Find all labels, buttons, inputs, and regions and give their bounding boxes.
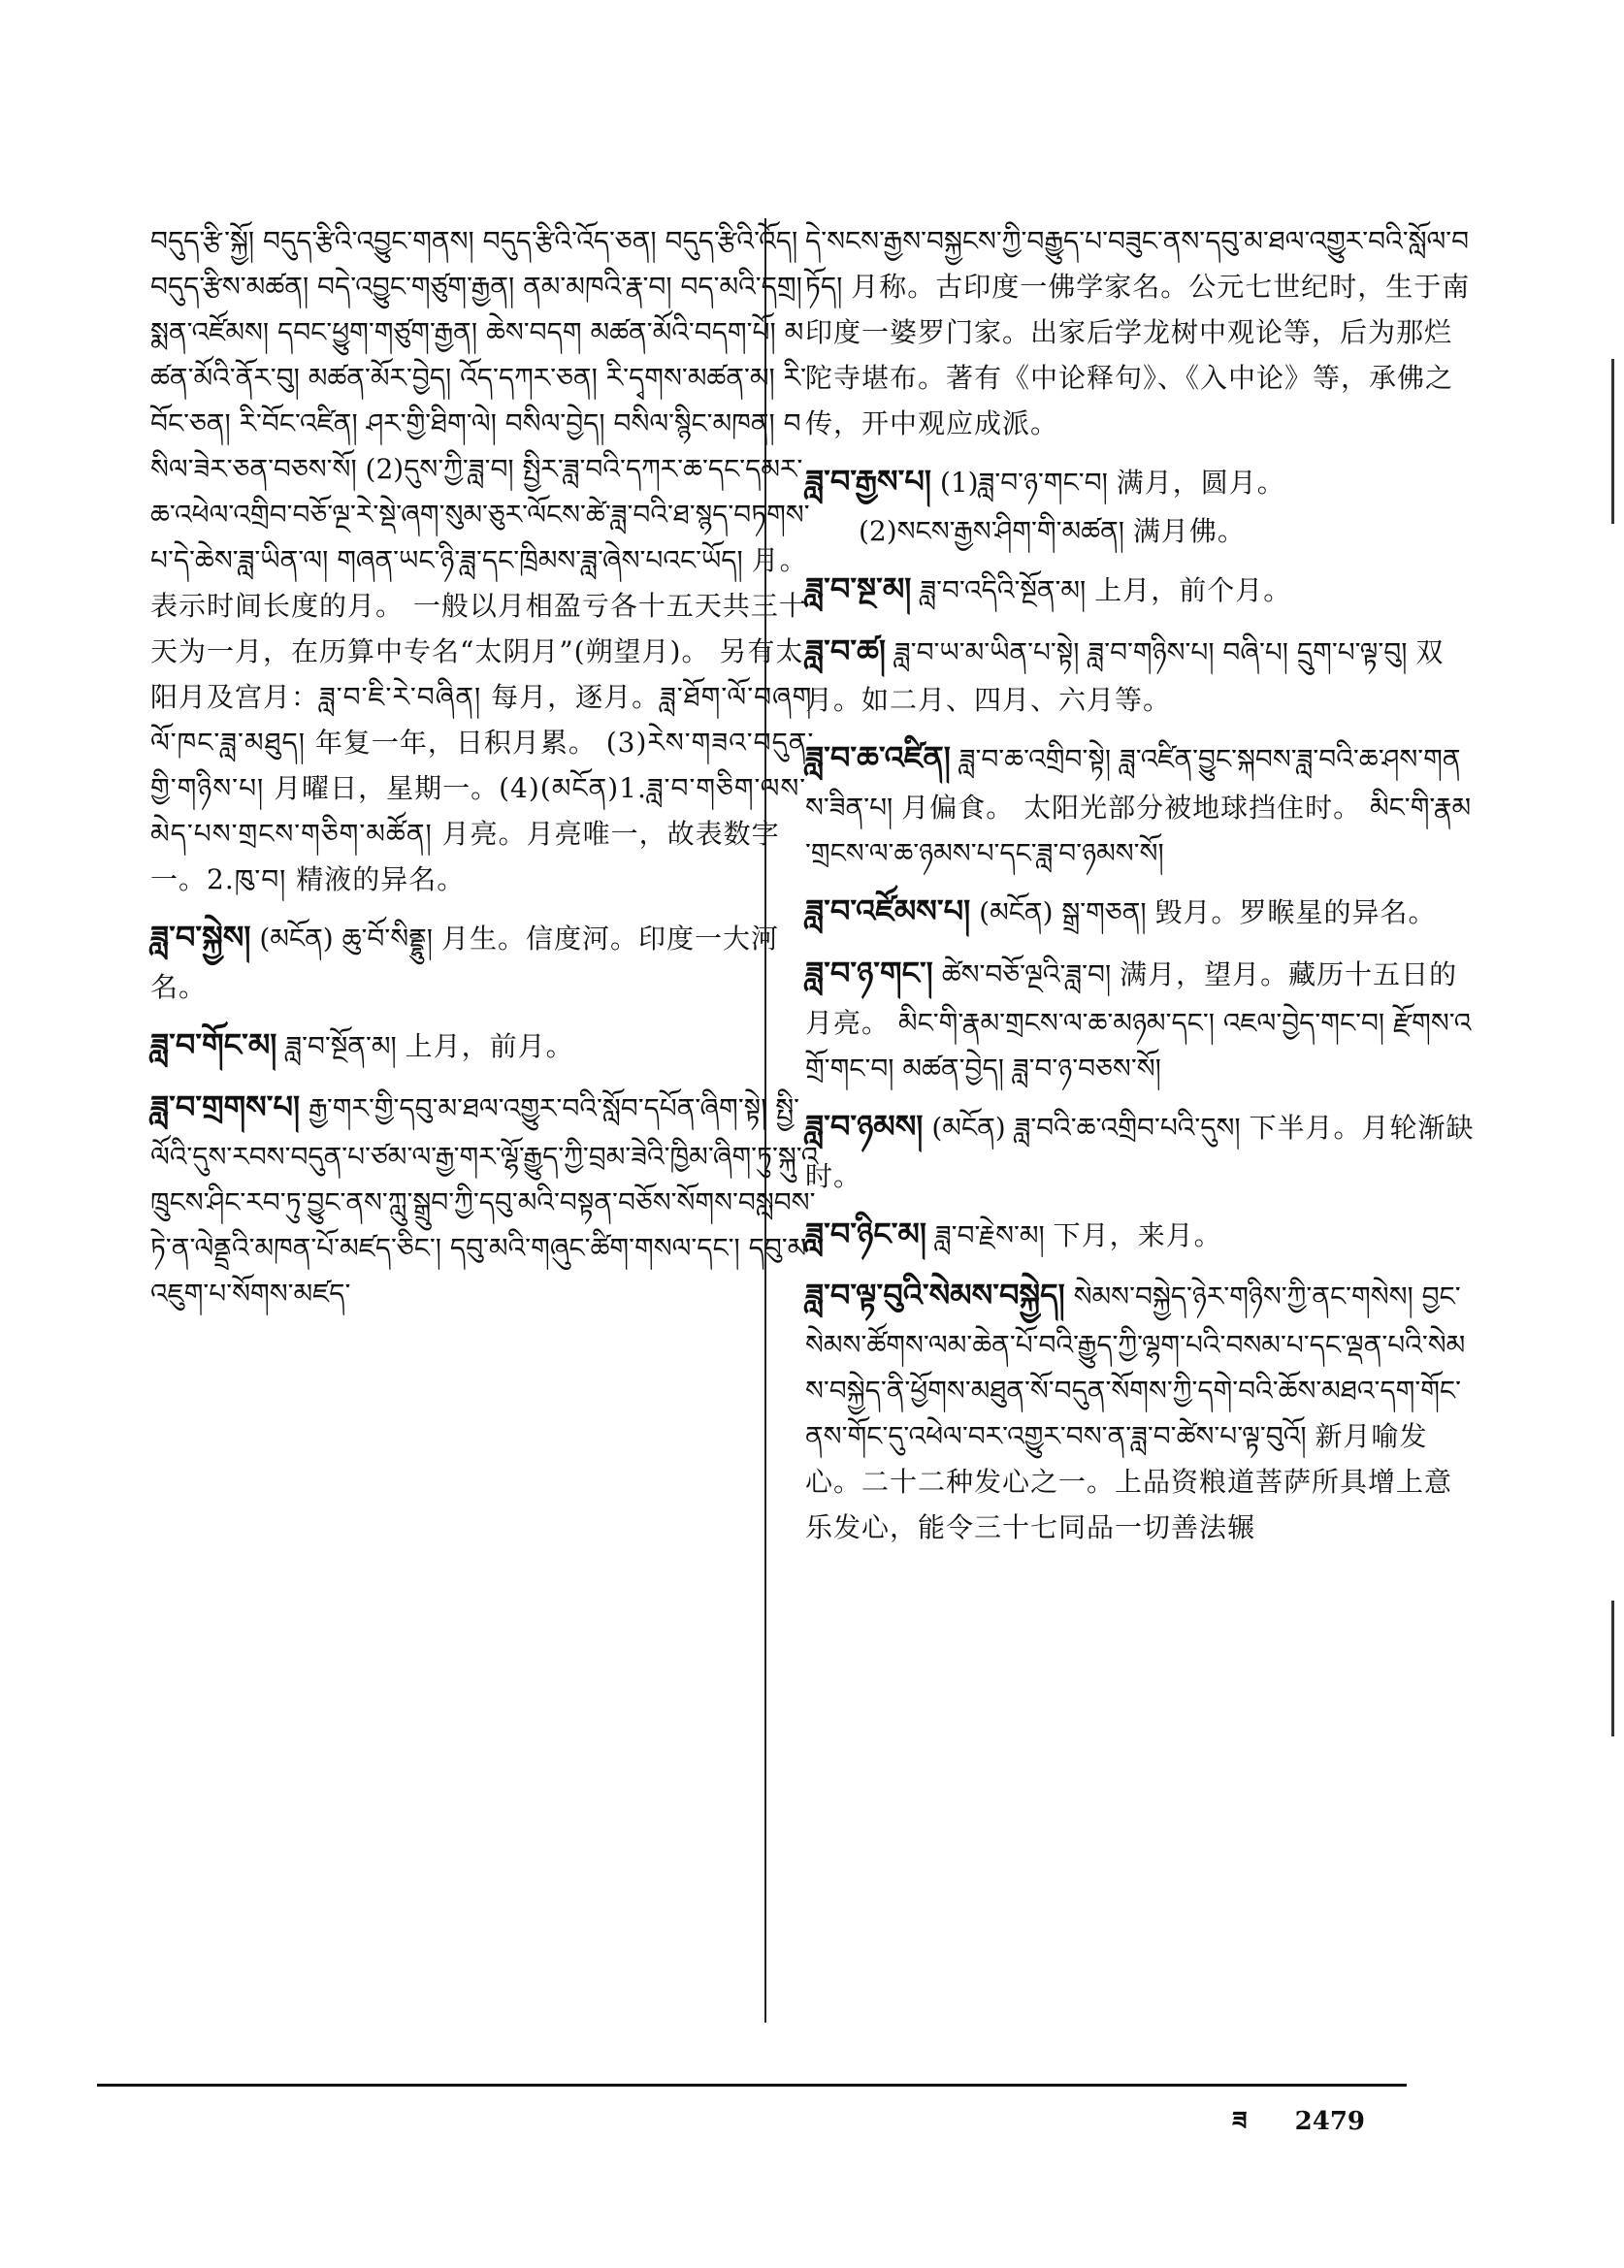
entry-body: (མངོན) སྒྲ་གཅན། xyxy=(979,896,1147,929)
entry-body: ཟླ་བ་སྔོན་མ། xyxy=(285,1030,397,1063)
entry-continuation xyxy=(150,218,820,902)
footer-rule xyxy=(97,2084,1407,2087)
entry-chinese: 满月，望月。藏历十五日的月亮。 xyxy=(805,958,1458,1039)
entry-chinese: 满月，圆月。 xyxy=(1116,467,1285,500)
entry xyxy=(805,1101,1475,1199)
entry-headword: ཟླ་བ་ལྟ་བུའི་སེམས་བསྐྱེད། xyxy=(805,1277,1065,1314)
entry-body: ཟླ་བ་ཆ་འགྲིབ་སྟེ། ཟླ་འཛིན་བྱུང་སྐབས་ཟླ་བའི་ཆ་ཤས་གནས་ཟིན་པ། xyxy=(805,743,1461,825)
entry-headword: ཟླ་བ་སྔ་མ། xyxy=(805,569,912,607)
entry-continuation xyxy=(805,218,1475,446)
entry-chinese: 月。表示时间长度的月。 一般以月相盈亏各十五天共三十天为一月，在历算中专名“太阴月”(朔望月)。 另有太阳月及宫月：ཟླ་བ་ཇི་རེ་བཞིན། 每月，逐月。ཟླ་ཐོག་ལོ་བཞག ལོ་ཁང་ཟླ་མཐུད། 年复一年，日积月累。 (3)རེས་གཟའ་བདུན་གྱི་གཉིས་པ། 月曜日，星期一。(4)(མངོན)1.ཟླ་བ་གཅིག་ལས་མེད་པས་གྲངས་གཅིག་མཚོན། 月亮。月亮唯一，故表数字一。2.ཁུ་བ། 精液的异名。 xyxy=(150,544,815,896)
right-column xyxy=(805,218,1475,1560)
entry xyxy=(805,1270,1475,1550)
entry-chinese: 月生。信度河。印度一大河名。 xyxy=(150,923,779,1004)
entry xyxy=(150,1020,820,1072)
entry-chinese: 上月，前月。 xyxy=(405,1030,574,1063)
entry xyxy=(805,732,1475,876)
entry-headword: ཟླ་བ་ཉམས། xyxy=(805,1107,924,1145)
entry-body: དེ་སངས་རྒྱས་བསྐྱངས་ཀྱི་བརྒྱུད་པ་བཟུང་ནས་དབུ་མ་ཐལ་འགྱུར་བའི་སློལ་བཏོད། xyxy=(805,225,1470,304)
entry xyxy=(805,626,1475,724)
entry-body: (1)ཟླ་བ་ཉ་གང་བ། xyxy=(939,467,1108,500)
entry xyxy=(805,1209,1475,1261)
entry xyxy=(805,886,1475,938)
entry-body: ཟླ་བ་ཡ་མ་ཡིན་པ་སྟེ། ཟླ་བ་གཉིས་པ། བཞི་པ། དྲུག་པ་ལྟ་བུ། xyxy=(893,635,1408,668)
entry xyxy=(150,1082,820,1316)
entry-extra-body: མིང་གི་རྣམ་གྲངས་ལ་ཆ་མཉམ་དང་། འཇལ་བྱེད་གང་བ། རྫོགས་འགྲོ་གང་བ། མཚན་བྱེད། ཟླ་བ་ཉ་བཅས་སོ། xyxy=(805,1006,1472,1085)
entry-headword: ཟླ་བ་གྲགས་པ། xyxy=(150,1088,301,1125)
entry-headword: ཟླ་བ་གོང་མ། xyxy=(150,1026,277,1064)
entry-chinese: 新月喻发心。二十二种发心之一。上品资粮道菩萨所具增上意乐发心，能令三十七同品一切善法辗 xyxy=(805,1420,1453,1544)
entry-body: སེམས་བསྐྱེད་ཉེར་གཉིས་ཀྱི་ནང་གསེས། བྱང་སེམས་ཚོགས་ལམ་ཆེན་པོ་བའི་རྒྱུད་ཀྱི་ལྷག་པའི་བསམ་པ་དང་ལྡན་པའི་སེམས་བསྐྱེད་ནི་ཕྱོགས་མཐུན་སོ་བདུན་སོགས་ཀྱི་དགེ་བའི་ཆོས་མཐའ་དག་གོང་ནས་གོང་དུ་འཕེལ་བར་འགྱུར་བས་ན་ཟླ་བ་ཚེས་པ་ལྟ་བུའོ། xyxy=(805,1280,1466,1453)
entry-headword: ཟླ་བ་ཆ་འཛིན། xyxy=(805,739,951,777)
entry xyxy=(805,948,1475,1091)
page-footer xyxy=(1232,2093,1404,2164)
entry-headword: ཟླ་བ་ཚ། xyxy=(805,632,887,669)
entry-body: བདུད་རྩི་སྐྱོ། བདུད་རྩིའི་འབྱུང་གནས། བདུད་རྩིའི་འོད་ཅན། བདུད་རྩིའི་འོད། བདུད་རྩིས་མཚན། བདེ་འབྱུང་གཙུག་རྒྱན། ནམ་མཁའི་རྣ་བ། བད་མའི་དགྲ། སྨན་འཛོམས། དབང་ཕྱུག་གཙུག་རྒྱན། ཆེས་བདག མཚན་མོའི་བདག་པོ། མཚན་མོའི་ནོར་བུ། མཚན་མོར་བྱེད། འོད་དཀར་ཅན། རི་དྭགས་མཚན་མ། རི་བོང་ཅན། རི་བོང་འཛིན། ཤར་གྱི་ཐིག་ལེ། བསིལ་བྱེད། བསིལ་སྙིང་མཁན། བསིལ་ཟེར་ཅན་བཅས་སོ། (2)དུས་ཀྱི་ཟླ་བ། སྤྱིར་ཟླ་བའི་དཀར་ཆ་དང་དམར་ཆ་འཕེལ་འགྲིབ་བཅོ་ལྔ་རེ་སྡེ་ཞག་སུམ་ཅུར་ལོངས་ཚེ་ཟླ་བའི་ཐ་སྙད་བཏགས་པ་དེ་ཆེས་ཟླ་ཡིན་ལ། གཞན་ཡང་ཉི་ཟླ་དང་ཁྲིམས་ཟླ་ཞེས་པའང་ཡོད། xyxy=(150,225,810,577)
entry-chinese: 月称。古印度一佛学家名。公元七世纪时，生于南印度一婆罗门家。出家后学龙树中观论等，后为那烂陀寺堪布。著有《中论释句》、《入中论》等，承佛之传，开中观应成派。 xyxy=(805,271,1471,440)
entry xyxy=(805,564,1475,616)
entry-chinese: 下半月。月轮渐缺时。 xyxy=(805,1111,1475,1192)
section-letter: ཟ xyxy=(1232,2107,1248,2136)
left-column xyxy=(150,218,820,1326)
entry-chinese: 月偏食。 太阳光部分被地球挡住时。 xyxy=(901,792,1362,825)
entry-sense-chinese: 满月佛。 xyxy=(1132,514,1246,547)
entry-headword: ཟླ་བ་འཛོམས་པ། xyxy=(805,892,971,930)
entry-extra-body: མིང་གི་རྣམ་གྲངས་ལ་ཆ་ཉམས་པ་དང་ཟླ་བ་ཉམས་སོ། xyxy=(805,792,1472,870)
entry-body: རྒྱ་གར་གྱི་དབུ་མ་ཐལ་འགྱུར་བའི་སློབ་དཔོན་ཞིག་སྟེ། སྤྱི་ལོའི་དུས་རབས་བདུན་པ་ཙམ་ལ་རྒྱ་གར་ལྷོ་རྒྱུད་ཀྱི་བྲམ་ཟེའི་ཁྱིམ་ཞིག་ཏུ་སྐུ་འཁྲུངས་ཤིང་རབ་ཏུ་བྱུང་ནས་ཀླུ་སྒྲུབ་ཀྱི་དབུ་མའི་བསྟན་བཅོས་སོགས་བསླབས་ཏེ་ན་ལེནྡྲའི་མཁན་པོ་མཛད་ཅིང་། དབུ་མའི་གཞུང་ཚིག་གསལ་དང་། དབུ་མ་འཇུག་པ་སོགས་མཛད་ xyxy=(150,1092,819,1310)
entry-chinese: 双月。如二月、四月、六月等。 xyxy=(805,635,1445,717)
entry xyxy=(150,912,820,1010)
entry-body: ཟླ་བ་འདིའི་སྔོན་མ། xyxy=(920,573,1087,606)
entry-headword: ཟླ་བ་རྒྱས་པ། xyxy=(805,463,931,501)
entry xyxy=(805,456,1475,554)
entry-chinese: 上月，前个月。 xyxy=(1094,573,1292,606)
entry-headword: ཟླ་བ་ཉ་གང་། xyxy=(805,955,933,992)
entry-headword: ཟླ་བ་ཉིང་མ། xyxy=(805,1215,926,1252)
entry-body: (མངོན) ཟླ་བའི་ཆ་འགྲིབ་པའི་དུས། xyxy=(931,1111,1241,1144)
entry-sense-body: (2)སངས་རྒྱས་ཤིག་གི་མཚན། xyxy=(859,514,1124,547)
entry-body: (མངོན) ཆུ་བོ་སིནྡྷུ། xyxy=(259,923,434,956)
entry-chinese: 下月，来月。 xyxy=(1053,1218,1222,1251)
page-number: 2479 xyxy=(1294,2107,1366,2136)
entry-body: ཚེས་བཅོ་ལྔའི་ཟླ་བ། xyxy=(941,958,1112,991)
entry-chinese: 毁月。罗睺星的异名。 xyxy=(1154,896,1437,929)
margin-mark xyxy=(1611,1601,1614,1736)
entry-headword: ཟླ་བ་སྐྱེས། xyxy=(150,919,251,956)
entry-body: ཟླ་བ་རྗེས་མ། xyxy=(934,1218,1045,1251)
margin-mark xyxy=(1611,359,1614,524)
